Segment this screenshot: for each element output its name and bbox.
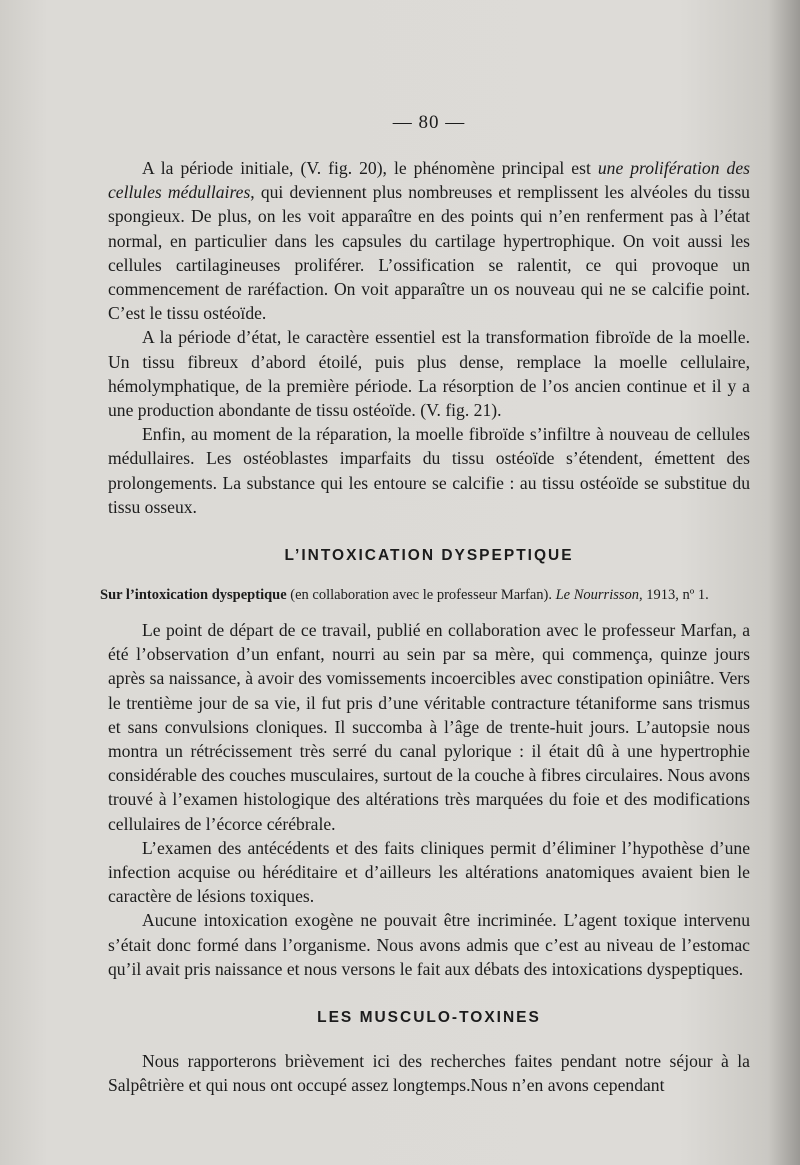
paragraph-repair: Enfin, au moment de la réparation, la moelle fibroïde s’infiltre à nouveau de cellules médullaires. Les ostéoblastes imparfaits du tissu ostéoïde s’étendent, émettent des prolongements. La substance qui les entoure se calcifie : au tissu ostéoïde se substitue du tissu osseux. [108, 424, 750, 517]
reference-title: Sur l’intoxication dyspeptique [100, 587, 287, 604]
emphasis-text: une prolifération des cellules médullaires [108, 158, 750, 203]
section-heading-musculo-toxines: LES MUSCULO-TOXINES [317, 1009, 541, 1027]
reference-journal: Le Nourrisson, [555, 587, 643, 604]
section-heading-intoxication: L’INTOXICATION DYSPEPTIQUE [284, 547, 574, 565]
paragraph-exam: L’examen des antécédents et des faits cliniques permit d’éliminer l’hypothèse d’une infection acquise ou héréditaire et d’ailleurs les altérations anatomiques avaient bien le caractère de lésions toxiques. [108, 837, 750, 907]
paragraph-case: Le point de départ de ce travail, publié en collaboration avec le professeur Marfan, a été l’observation d’un enfant, nourri au sein par sa mère, qui commença, quinze jours après sa naissance, à avoir des vomissements incoercibles avec constipation opiniâtre. Vers le trentième jour de sa vie, il fut pris d’une véritable contracture tétaniforme sans trismus et sans convulsions cloniques. Il succomba à l’âge de trente-huit jours. L’autopsie nous montra un rétrécissement très serré du canal pylorique : il était dû à une hypertrophie considérable des couches musculaires, surtout de la couche à fibres circulaires. Nous avons trouvé à l’examen histologique des altérations très marquées du foie et des modifications cellulaires de l’écorce cérébrale. [108, 620, 750, 834]
paragraph-state-period: A la période d’état, le caractère essentiel est la transformation fibroïde de la moelle. Un tissu fibreux d’abord étoilé, puis plus dense, remplace la moelle cellulaire, hémolymphatique, de la première période. La résorption de l’os ancien continue et il y a une production abondante de tissu ostéoïde. (V. fig. 21). [108, 327, 750, 421]
reference-text: (en collaboration avec le professeur Marfan). [286, 587, 556, 604]
reference-tail: 1913, nº 1. [642, 587, 709, 604]
bibliographic-reference [100, 587, 750, 604]
paragraph-initial-period [108, 156, 750, 325]
page-number: — 80 — [392, 112, 466, 133]
paragraph-text: A la période initiale, (V. fig. 20), le phénomène principal est [142, 158, 598, 178]
paragraph-agent: Aucune intoxication exogène ne pouvait être incriminée. L’agent toxique intervenu s’était donc formé dans l’organisme. Nous avons admis que c’est au niveau de l’estomac qu’il avait pris naissance et nous versons le fait aux débats des intoxications dyspeptiques. [108, 910, 750, 979]
paragraph-salpetriere: Nous rapporterons brièvement ici des recherches faites pendant notre séjour à la Salpêtrière et qui nous ont occupé assez longtemps.Nous n’en avons cependant [108, 1051, 750, 1096]
paragraph-text: , qui deviennent plus nombreuses et remplissent les alvéoles du tissu spongieux. De plus, on les voit apparaître en des points qui n’en renferment pas à l’état normal, en particulier dans les capsules du cartilage hypertrophique. On voit aussi les cellules cartilagineuses proliférer. L’ossification se ralentit, ce qui provoque un commencement de raréfaction. On voit apparaître un os nouveau qui ne se calcifie point. C’est le tissu ostéoïde. [108, 182, 750, 324]
